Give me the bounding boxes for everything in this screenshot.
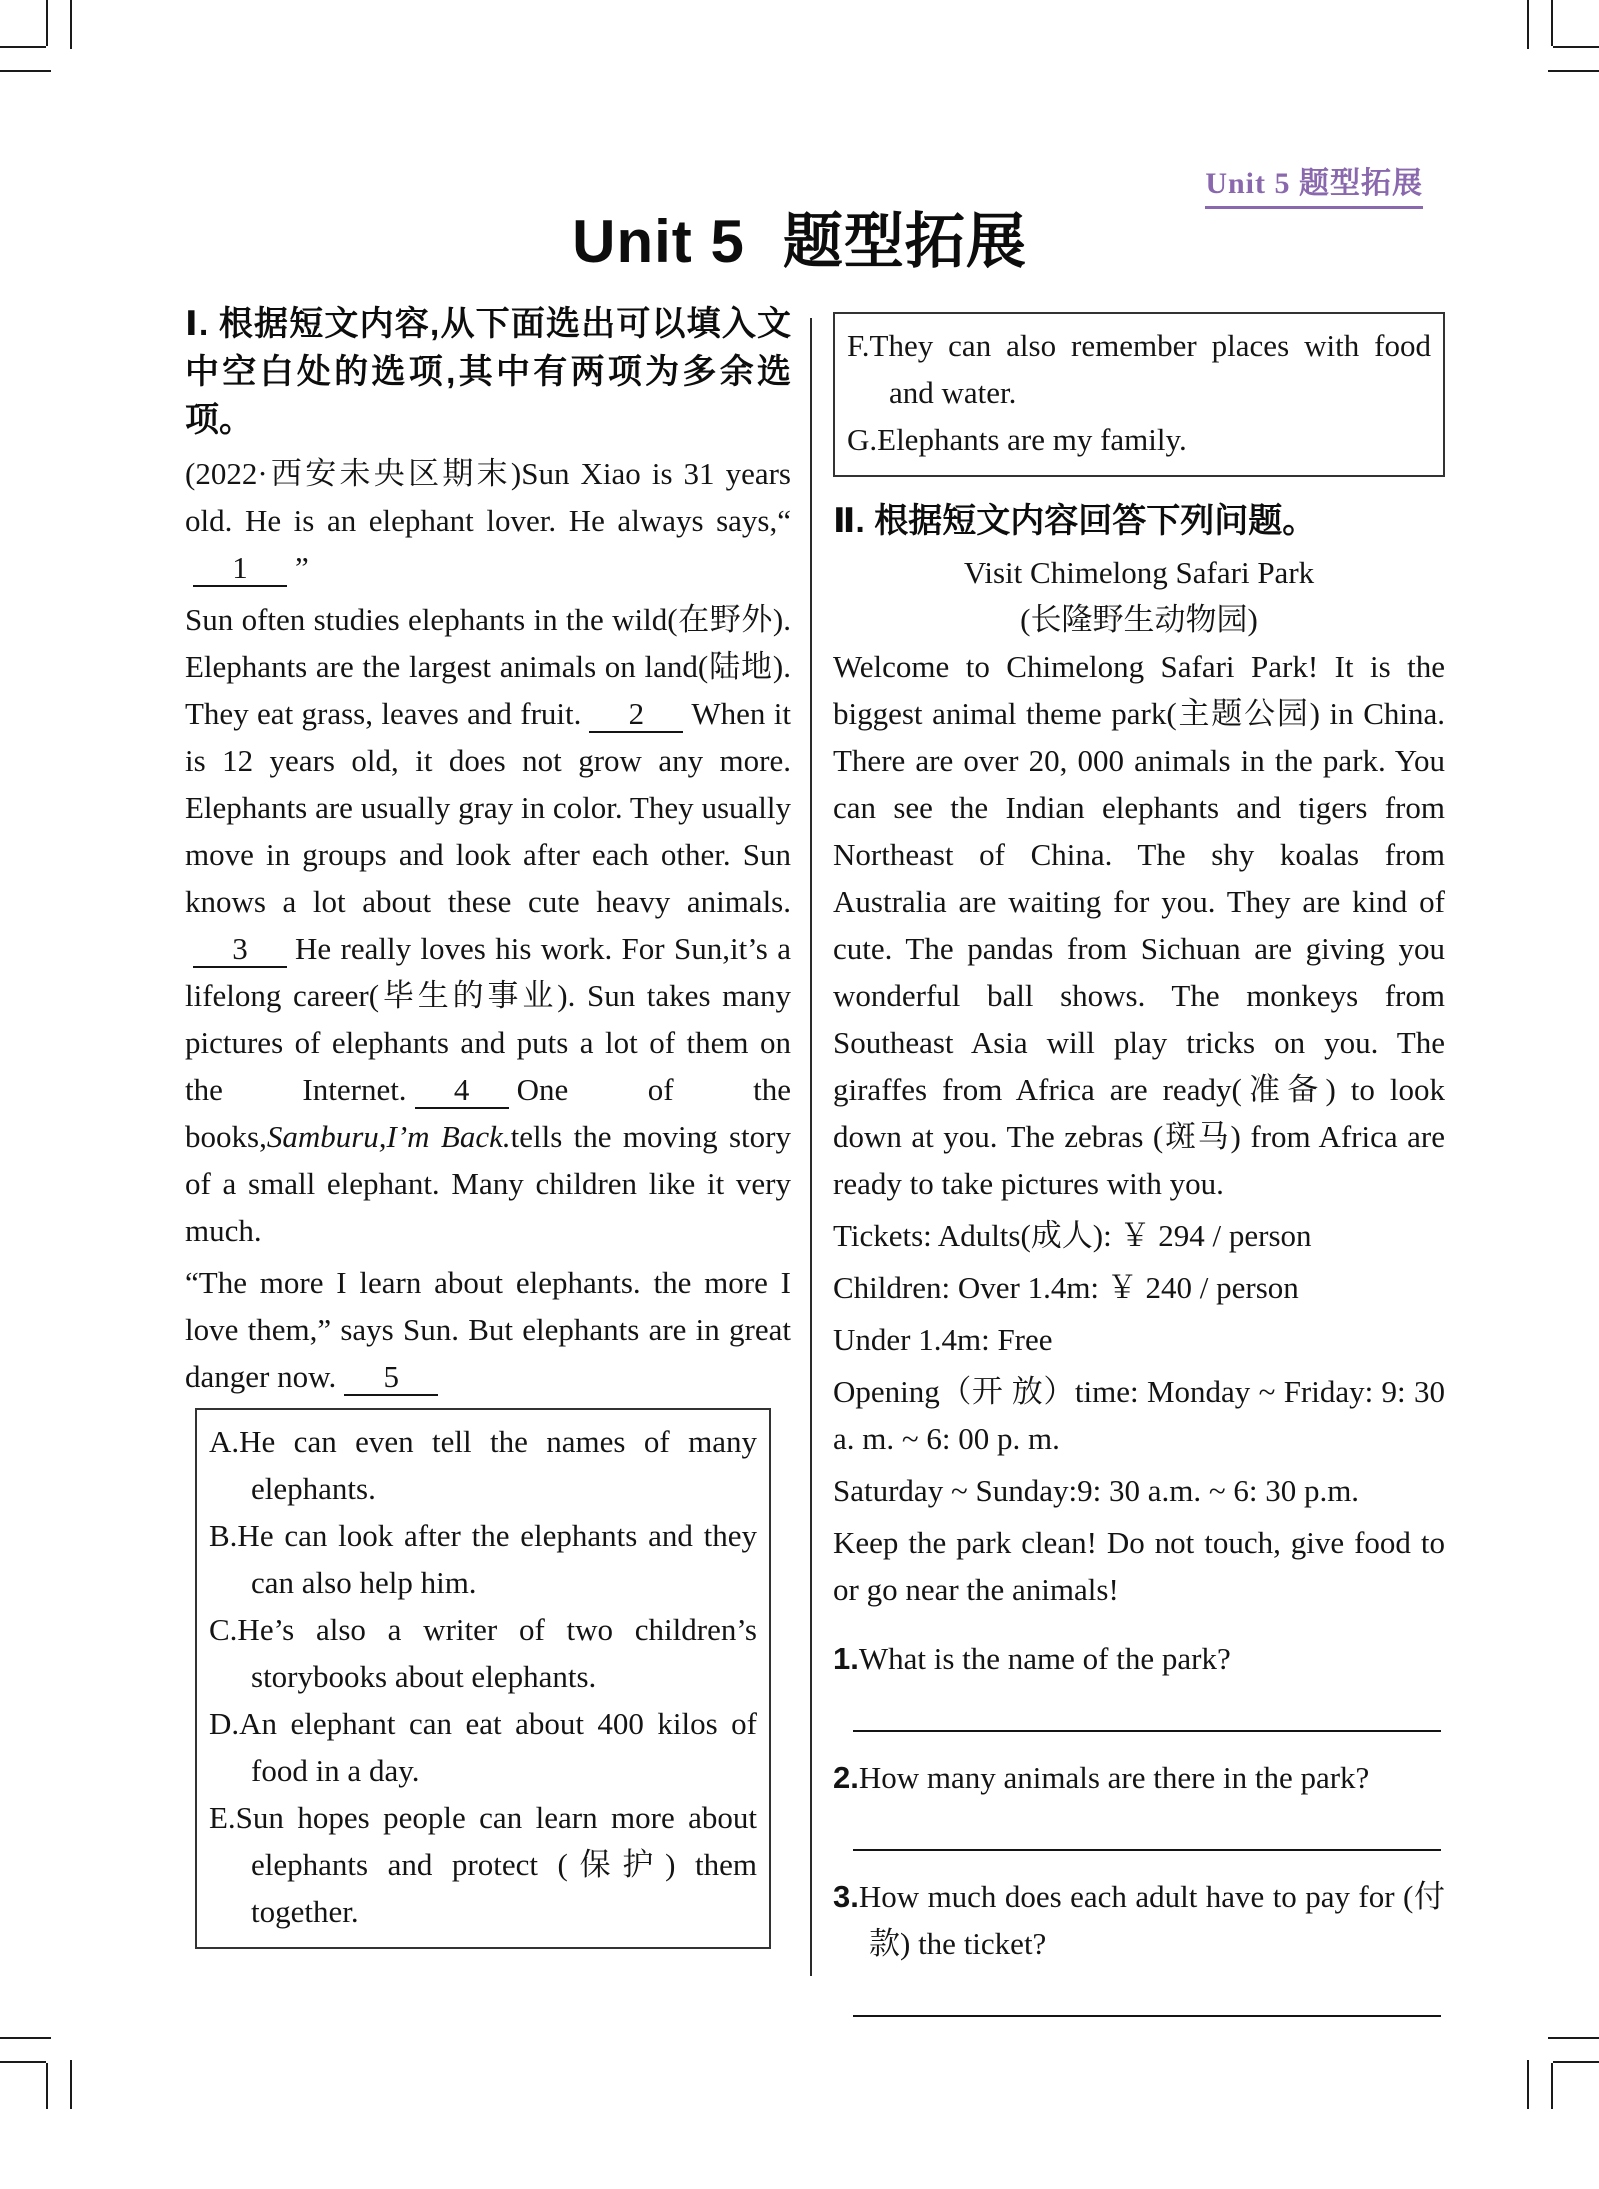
passage2-subtitle: (长隆野生动物园) xyxy=(1020,602,1258,637)
question-2 xyxy=(833,1754,1445,1801)
question-block-1 xyxy=(833,1635,1445,1732)
info-line-under: Under 1.4m: Free xyxy=(833,1322,1053,1357)
passage1-paragraph-1 xyxy=(185,450,791,591)
page-title-unit: Unit 5 xyxy=(572,208,745,275)
option-item-f: F.They can also remember places with food and water. xyxy=(847,328,1431,410)
info-line-weekend: Saturday ~ Sunday:9: 30 a.m. ~ 6: 30 p.m. xyxy=(833,1473,1360,1508)
answer-line-2[interactable] xyxy=(853,1849,1441,1851)
blank-3[interactable]: 3 xyxy=(193,932,287,968)
passage1-p1-close-quote: ” xyxy=(295,550,309,585)
column-divider xyxy=(810,318,812,1976)
option-item-b: B.He can look after the elephants and they can also help him. xyxy=(209,1518,757,1600)
blank-2[interactable]: 2 xyxy=(589,697,683,733)
passage1-p3-text: “The more I learn about elephants. the more I love them,” says Sun. But elephants are in great danger now. xyxy=(185,1265,791,1394)
blank-4[interactable]: 4 xyxy=(415,1073,509,1109)
question-3-number: 3. xyxy=(833,1879,859,1914)
passage1-p2-text-e: tells the moving story of a small elephant. Many children like it very much. xyxy=(185,1119,791,1248)
option-item-g: G.Elephants are my family. xyxy=(847,422,1187,457)
info-line-children: Children: Over 1.4m: ￥ 240 / person xyxy=(833,1270,1299,1305)
blank-5[interactable]: 5 xyxy=(344,1360,438,1396)
question-1-number: 1. xyxy=(833,1641,859,1676)
crop-mark-top-right xyxy=(1525,0,1599,74)
section2-instruction: Ⅱ. 根据短文内容回答下列问题。 xyxy=(833,502,1317,540)
option-item-e: E.Sun hopes people can learn more about elephants and protect (保护) them together. xyxy=(209,1800,757,1929)
passage1-p2-text-a: Sun often studies elephants in the wild(在野外). Elephants are the largest animals on land(陆地). They eat grass, leaves and fruit. xyxy=(185,602,791,731)
passage1-p2-text-c: He really loves his work. For Sun,it’s a lifelong career(毕生的事业). Sun takes many pictures of elephants and puts a lot of them on the Internet. xyxy=(185,931,791,1107)
passage1-paragraph-3 xyxy=(185,1259,791,1400)
question-3 xyxy=(833,1873,1445,1967)
question-1 xyxy=(833,1635,1445,1682)
option-item-a: A.He can even tell the names of many elephants. xyxy=(209,1424,757,1506)
question-2-number: 2. xyxy=(833,1760,859,1795)
answer-line-3[interactable] xyxy=(853,2015,1441,2017)
info-line-opening: Opening（开 放）time: Monday ~ Friday: 9: 30 a. m. ~ 6: 00 p. m. xyxy=(833,1374,1445,1456)
question-2-text: How many animals are there in the park? xyxy=(858,1760,1370,1795)
options-box-f-g xyxy=(833,312,1445,477)
running-head: Unit 5 题型拓展 xyxy=(1205,158,1423,209)
crop-mark-bottom-left xyxy=(0,2035,74,2109)
section1-instruction: Ⅰ. 根据短文内容,从下面选出可以填入文中空白处的选项,其中有两项为多余选项。 xyxy=(185,305,791,439)
page-title xyxy=(0,194,1599,280)
right-column xyxy=(833,300,1445,2021)
question-block-2 xyxy=(833,1754,1445,1851)
blank-1[interactable]: 1 xyxy=(193,551,287,587)
question-3-text: How much does each adult have to pay for (付款) the ticket? xyxy=(858,1879,1445,1961)
question-block-3 xyxy=(833,1873,1445,2017)
passage1-paragraph-2 xyxy=(185,596,791,1254)
book-title: Samburu,I’m Back. xyxy=(266,1119,511,1154)
left-column xyxy=(185,300,791,1949)
passage1-p2-text-d: One of the books, xyxy=(185,1072,791,1154)
passage1-p1-text: (2022·西安未央区期末)Sun Xiao is 31 years old. He is an elephant lover. He always says,“ xyxy=(185,456,791,538)
question-1-text: What is the name of the park? xyxy=(858,1641,1231,1676)
answer-line-1[interactable] xyxy=(853,1730,1441,1732)
info-line-rules: Keep the park clean! Do not touch, give food to or go near the animals! xyxy=(833,1525,1445,1607)
crop-mark-bottom-right xyxy=(1525,2035,1599,2109)
option-item-c: C.He’s also a writer of two children’s storybooks about elephants. xyxy=(209,1612,757,1694)
options-box-a-e xyxy=(195,1408,771,1949)
page-title-topic: 题型拓展 xyxy=(782,208,1027,275)
option-item-d: D.An elephant can eat about 400 kilos of food in a day. xyxy=(209,1706,757,1788)
crop-mark-top-left xyxy=(0,0,74,74)
passage2-title: Visit Chimelong Safari Park xyxy=(963,555,1315,590)
passage1-p2-text-b: When it is 12 years old, it does not grow any more. Elephants are usually gray in color. They usually move in groups and look after each other. Sun knows a lot about these cute heavy animals. xyxy=(185,696,792,919)
info-line-tickets: Tickets: Adults(成人): ￥ 294 / person xyxy=(833,1218,1312,1253)
passage2-body: Welcome to Chimelong Safari Park! It is the biggest animal theme park(主题公园) in China. There are over 20, 000 animals in the park. You can see the Indian elephants and tigers from Northeast of China. The shy koalas from Australia are waiting for you. They are kind of cute. The pandas from Sichuan are giving you wonderful ball shows. The monkeys from Southeast Asia will play tricks on you. The giraffes from Africa are ready(准备) to look down at you. The zebras (斑马) from Africa are ready to take pictures with you. xyxy=(833,649,1445,1201)
